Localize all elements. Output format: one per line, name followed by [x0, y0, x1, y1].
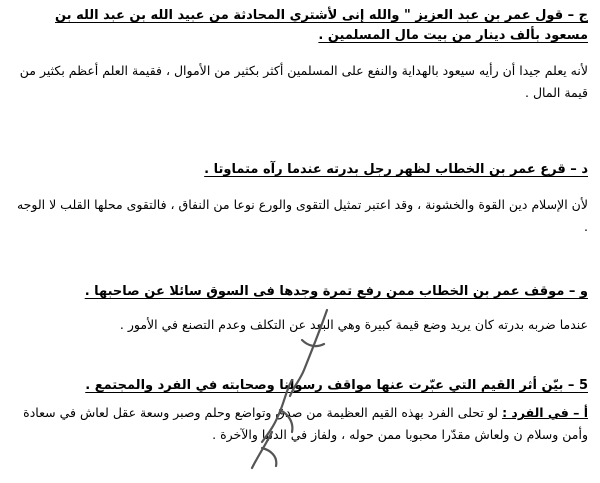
section-c [12, 6, 588, 104]
section-c-heading: ج – قول عمر بن عبد العزيز " والله إنى لأشتري المحادثة من عبيد الله بن عبد الله بن مسعود بألف دينار من بيت مال المسلمين . [54, 8, 588, 43]
section-w-body: عندما ضربه بدرته كان يريد وضع قيمة كبيرة وهي البعد عن التكلف وعدم التصنع في الأمور . [119, 317, 588, 332]
section-d-heading: د – قرع عمر بن الخطاب لظهر رجل بدرته عندما رآه متماوتا . [204, 162, 588, 177]
section-5-heading: 5 – بيّن أثر القيم التي عبّرت عنها مواقف رسولنا وصحابته في الفرد والمجتمع . [85, 378, 588, 393]
section-w-heading: و – موقف عمر بن الخطاب ممن رفع تمرة وجدها فى السوق سائلا عن صاحبها . [84, 284, 588, 299]
section-5-lead: أ – في الفرد : [502, 405, 588, 420]
handwritten-signature [232, 300, 352, 480]
section-d-body: لأن الإسلام دين القوة والخشونة ، وقد اعتبر تمثيل التقوى والورع نوعا من النفاق ، فالتقوى محلها القلب لا الوجه . [16, 197, 588, 234]
section-5-text: لو تحلى الفرد بهذه القيم العظيمة من صدق وتواضع وحلم وصبر وسعة عقل لعاش في سعادة وأمن وسلام ن ولعاش مقدّرا محبوبا ممن حوله ، ولفاز في الدنيا والآخرة . [23, 405, 588, 442]
section-c-body: لأنه يعلم جيدا أن رأيه سيعود بالهداية والنفع على المسلمين أكثر بكثير من الأموال ، فقيمة العلم أعظم بكثير من قيمة المال . [19, 63, 588, 100]
section-d [12, 160, 588, 238]
